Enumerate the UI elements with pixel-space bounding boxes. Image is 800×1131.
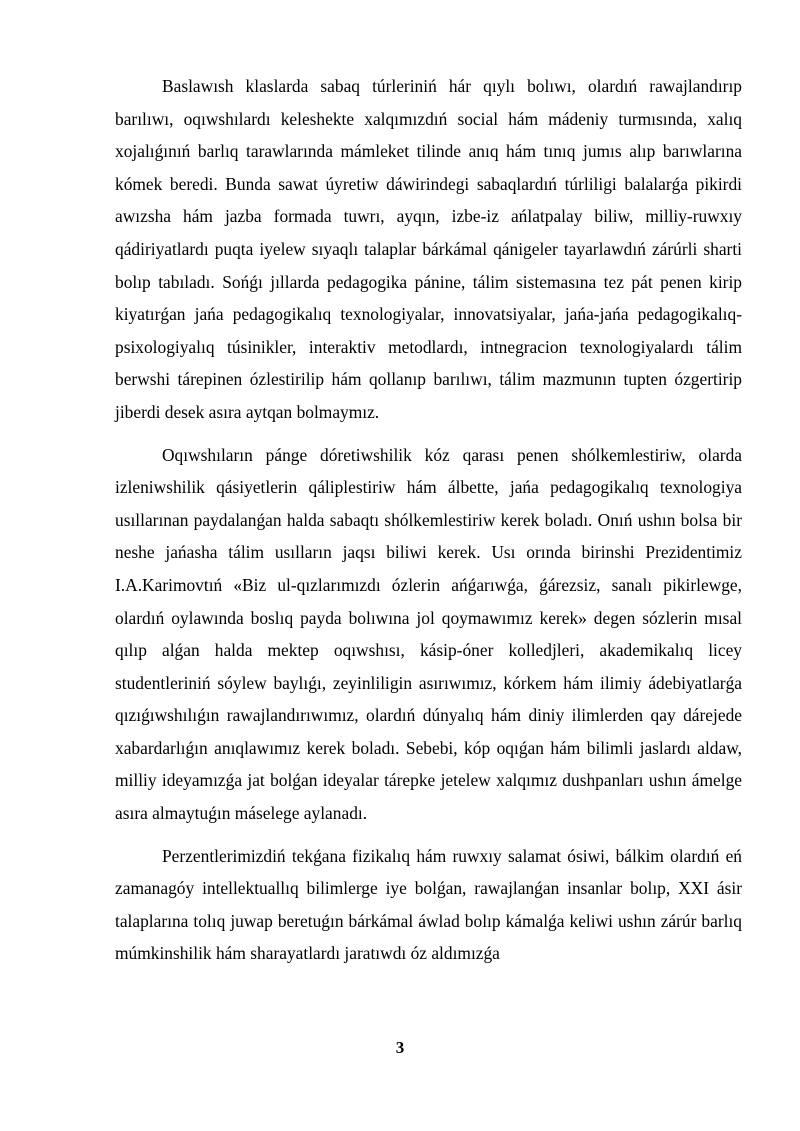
paragraph-2: Oqıwshıların pánge dóretiwshilik kóz qarası penen shólkemlestiriw, olarda izleniwshilik qásiyetlerin qáliplestiriw hám álbette, jańa pedagogikalıq texnologiya usıllarınan paydalanǵan halda sabaqtı shólkemlestiriw kerek boladı. Onıń ushın bolsa bir neshe jańasha tálim usılların jaqsı biliwi kerek. Usı orında birinshi Prezidentimiz I.A.Karimovtıń «Biz ul-qızlarımızdı ózlerin ańǵarıwǵa, ǵárezsiz, sanalı pikirlewge, olardıń oylawında boslıq payda bolıwına jol qoymawımız kerek» degen sózlerin mısal qılıp alǵan halda mektep oqıwshısı, kásip-óner kolledjleri, akademikalıq licey studentleriniń sóylew baylıǵı, zeyinliligin asırıwımız, kórkem hám ilimiy ádebiyatlarǵa qızıǵıwshılıǵın rawajlandırıwımız, olardıń dúnyalıq hám diniy ilimlerden qay dárejede xabardarlıǵın anıqlawımız kerek boladı. Sebebi, kóp oqıǵan hám bilimli jaslardı aldaw, milliy ideyamızǵa jat bolǵan ideyalar tárepke jetelew xalqımız dushpanları ushın ámelge asıra almaytuǵın máselege aylanadı. [115, 444, 742, 824]
page-number: 3 [395, 1038, 405, 1057]
paragraph-1: Baslawısh klaslarda sabaq túrleriniń hár qıylı bolıwı, olardıń rawajlandırıp barılıwı, oqıwshılardı keleshekte xalqımızdıń social hám mádeniy turmısında, xalıq xojalıǵınıń barlıq tarawlarında mámleket tilinde anıq hám tınıq jumıs alıp barıwlarına kómek beredi. Bunda sawat úyretiw dáwirindegi sabaqlardıń túrliligi balalarǵa pikirdi awızsha hám jazba formada tuwrı, ayqın, izbe-iz ańlatpalay biliw, milliy-ruwxıy qádiriyatlardı puqta iyelew sıyaqlı talaplar bárkámal qánigeler tayarlawdıń zárúrli sharti bolıp tabıladı. Sońǵı jıllarda pedagogika pánine, tálim sistemasına tez pát penen kirip kiyatırǵan jańa pedagogikalıq texnologiyalar, innovatsiyalar, jańa-jańa pedagogikalıq-psixologiyalıq túsinikler, interaktiv metodlardı, intnegracion texnologiyalardı tálim berwshi tárepinen ózlestirilip hám qollanıp barılıwı, tálim mazmunın tupten ózgertirip jiberdi desek asıra aytqan bolmaymız. [115, 76, 742, 422]
paragraph-3: Perzentlerimizdiń tekǵana fizikalıq hám ruwxıy salamat ósiwi, bálkim olardıń eń zamanagóy intellektuallıq bilimlerge iye bolǵan, rawajlanǵan insanlar bolıp, XXI ásir talaplarına tolıq juwap beretuǵın bárkámal áwlad bolıp kámalǵa keliwi ushın zárúr barlıq múmkinshilik hám sharayatlardı jaratıwdı óz aldımızǵa [115, 845, 742, 964]
document-page [115, 70, 742, 980]
